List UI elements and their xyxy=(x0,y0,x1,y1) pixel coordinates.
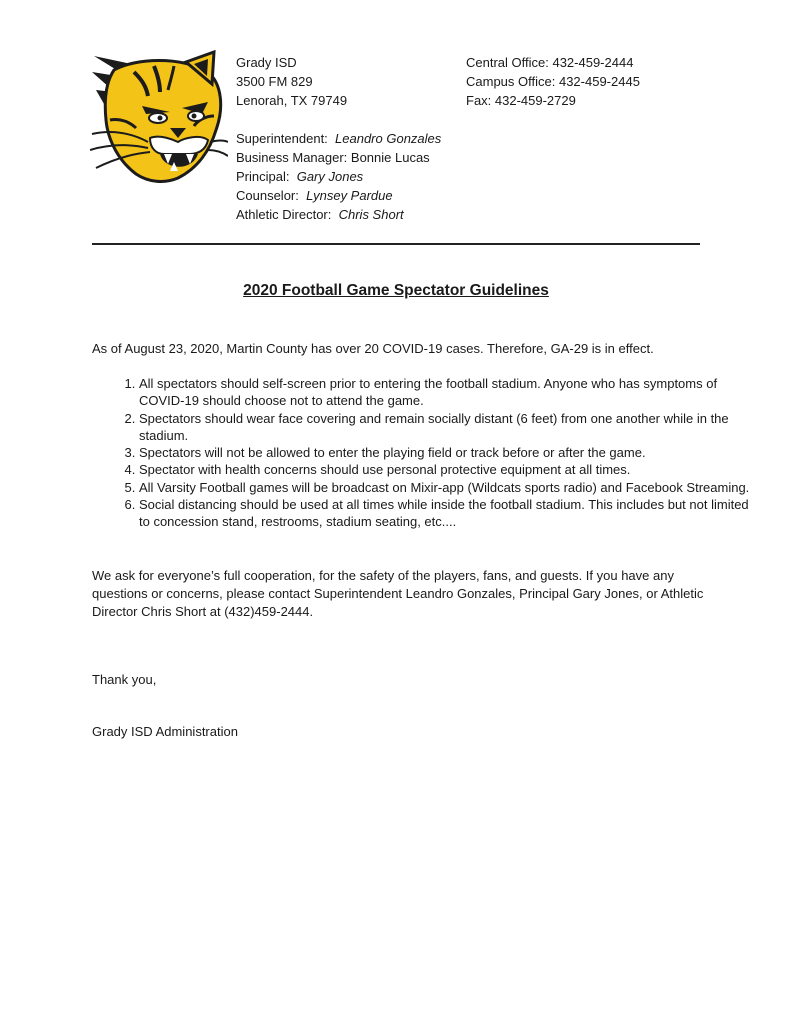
list-item: 2. Spectators should wear face covering and remain socially distant (6 feet) from one another while in the stadium. xyxy=(139,410,751,445)
intro-paragraph: As of August 23, 2020, Martin County has over 20 COVID-19 cases. Therefore, GA-29 is in effect. xyxy=(92,341,654,356)
staff-principal xyxy=(236,167,441,186)
list-item: 6. Social distancing should be used at all times while inside the football stadium. This includes but not limited to concession stand, restrooms, stadium seating, etc.... xyxy=(139,496,751,531)
city-state-zip: Lenorah, TX 79749 xyxy=(236,93,348,108)
wildcat-logo xyxy=(90,50,228,186)
contact-numbers xyxy=(466,53,640,110)
staff-role: Counselor: xyxy=(236,188,299,203)
staff-role: Athletic Director: xyxy=(236,207,332,222)
staff-role: Superintendent: xyxy=(236,131,328,146)
header-divider xyxy=(92,243,700,245)
signature-line: Grady ISD Administration xyxy=(92,724,238,739)
central-office-phone: Central Office: 432-459-2444 xyxy=(466,55,634,70)
school-address xyxy=(236,53,347,110)
staff-role: Business Manager: Bonnie Lucas xyxy=(236,150,430,165)
staff-athletic-director xyxy=(236,205,441,224)
street-address: 3500 FM 829 xyxy=(236,74,313,89)
campus-office-phone: Campus Office: 432-459-2445 xyxy=(466,74,640,89)
staff-counselor xyxy=(236,186,441,205)
list-item: 1. All spectators should self-screen prior to entering the football stadium. Anyone who has symptoms of COVID-19 should choose not to attend the game. xyxy=(139,375,751,410)
closing-paragraph: We ask for everyone’s full cooperation, for the safety of the players, fans, and guests. If you have any questions or concerns, please contact Superintendent Leandro Gonzales, Principal Gary Jones, or Athletic Director Chris Short at (432)459-2444. xyxy=(92,568,704,619)
fax-number: Fax: 432-459-2729 xyxy=(466,93,576,108)
list-item: 5. All Varsity Football games will be broadcast on Mixir-app (Wildcats sports radio) and Facebook Streaming. xyxy=(139,479,751,496)
staff-name: Chris Short xyxy=(338,207,404,222)
school-name: Grady ISD xyxy=(236,55,297,70)
document-title: 2020 Football Game Spectator Guidelines xyxy=(243,282,549,299)
staff-name: Leandro Gonzales xyxy=(335,131,442,146)
staff-name: Gary Jones xyxy=(296,169,364,184)
staff-role: Principal: xyxy=(236,169,290,184)
thanks-line: Thank you, xyxy=(92,672,157,687)
guidelines-list xyxy=(92,375,751,531)
list-item: 4. Spectator with health concerns should use personal protective equipment at all times. xyxy=(139,461,751,478)
list-item: 3. Spectators will not be allowed to enter the playing field or track before or after the game. xyxy=(139,444,751,461)
staff-list xyxy=(236,129,441,224)
staff-business-manager xyxy=(236,148,441,167)
staff-superintendent xyxy=(236,129,441,148)
staff-name: Lynsey Pardue xyxy=(306,188,393,203)
